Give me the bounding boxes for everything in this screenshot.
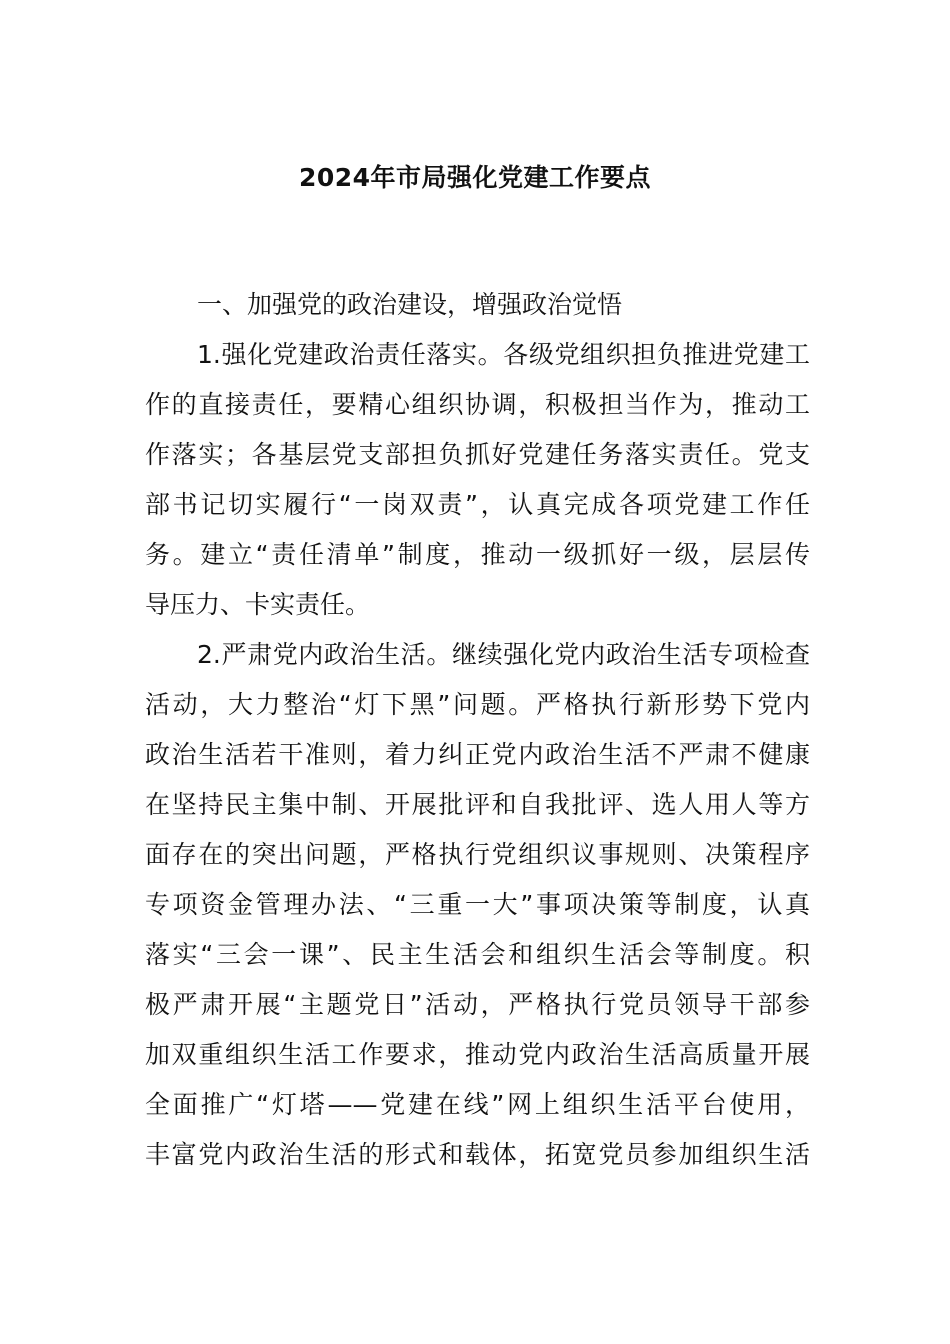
paragraph-line: 在坚持民主集中制、开展批评和自我批评、选人用人等方 xyxy=(145,790,810,819)
paragraph-line: 全面推广“灯塔——党建在线”网上组织生活平台使用， xyxy=(145,1090,810,1119)
section-heading: 一、加强党的政治建设，增强政治觉悟 xyxy=(197,290,623,319)
paragraph-line: 专项资金管理办法、“三重一大”事项决策等制度，认真 xyxy=(145,890,810,919)
document-body xyxy=(145,280,810,1180)
paragraph-line: 加双重组织生活工作要求，推动党内政治生活高质量开展 xyxy=(145,1040,810,1069)
paragraph-line: 活动，大力整治“灯下黑”问题。严格执行新形势下党内 xyxy=(145,690,810,719)
paragraph-line: 极严肃开展“主题党日”活动，严格执行党员领导干部参 xyxy=(145,990,810,1019)
paragraph-line: 2.严肃党内政治生活。继续强化党内政治生活专项检查 xyxy=(197,640,810,669)
paragraph-line: 丰富党内政治生活的形式和载体，拓宽党员参加组织生活 xyxy=(145,1140,810,1169)
paragraph-line: 导压力、卡实责任。 xyxy=(145,590,371,619)
paragraph-line: 作落实；各基层党支部担负抓好党建任务落实责任。党支 xyxy=(145,440,810,469)
paragraph-line: 作的直接责任，要精心组织协调，积极担当作为，推动工 xyxy=(145,390,810,419)
paragraph-line: 面存在的突出问题，严格执行党组织议事规则、决策程序 xyxy=(145,840,810,869)
paragraph-line: 部书记切实履行“一岗双责”，认真完成各项党建工作任 xyxy=(145,490,810,519)
paragraph-line: 1.强化党建政治责任落实。各级党组织担负推进党建工 xyxy=(197,340,810,369)
paragraph-line: 落实“三会一课”、民主生活会和组织生活会等制度。积 xyxy=(145,940,810,969)
document-title: 2024年市局强化党建工作要点 xyxy=(298,163,652,192)
paragraph-line: 务。建立“责任清单”制度，推动一级抓好一级，层层传 xyxy=(145,540,810,569)
paragraph-line: 政治生活若干准则，着力纠正党内政治生活不严肃不健康 xyxy=(145,740,810,769)
